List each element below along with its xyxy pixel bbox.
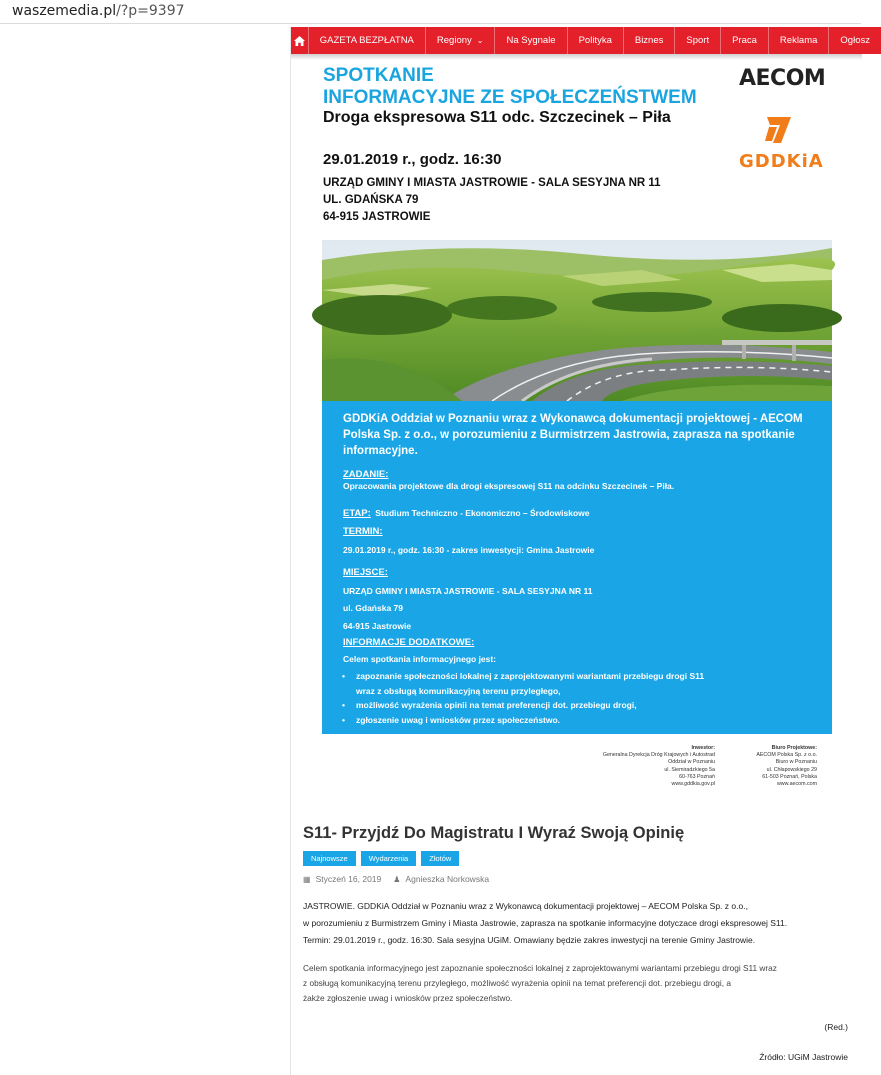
article-body: Celem spotkania informacyjnego jest zapoznanie społeczności lokalnej z zaprojektowanymi wariantami przebiegu drogi S11 wraz z obsługą komunikacyjną terenu przyległego, możliwość wyrażenia opinii na temat preferencji dot. przebiegu drogi, a żakże zgłoszenie uwag i wniosków przez społeczeństwo. — [303, 963, 777, 1003]
home-icon — [294, 36, 305, 46]
page-content — [290, 27, 870, 1075]
main-nav — [291, 27, 881, 54]
investor-info: Inwestor: Generalna Dyrekcja Dróg Krajowych i Autostrad Oddział w Poznaniu ul. Siemiradzkiego 5a 60-763 Poznań www.gddkia.gov.pl — [602, 745, 715, 788]
design-office-info: Biuro Projektowe: AECOM Polska Sp. z o.o. Biuro w Poznaniu ul. Chłapowskiego 29 61-503 Poznań, Polska www.aecom.com — [756, 745, 817, 788]
nav-item-polityka[interactable]: Polityka — [567, 27, 623, 54]
label-miejsce: MIEJSCE: — [343, 567, 388, 578]
label-termin: TERMIN: — [343, 526, 383, 537]
article-author[interactable]: Agnieszka Norkowska — [405, 874, 490, 884]
article-tags — [303, 851, 459, 866]
nav-item-sport[interactable]: Sport — [674, 27, 720, 54]
article-title: S11- Przyjdź Do Magistratu I Wyraź Swoją Opinię — [303, 824, 685, 842]
highway-photo — [322, 240, 832, 401]
poster-title: SPOTKANIE INFORMACYJNE ZE SPOŁECZEŃSTWEM — [323, 65, 697, 108]
article-source: Źródło: UGiM Jastrowie — [759, 1052, 848, 1062]
info-box — [322, 401, 832, 734]
etap-row — [343, 503, 590, 521]
aecom-logo: AECOM — [739, 66, 826, 91]
nav-item-praca[interactable]: Praca — [720, 27, 768, 54]
info-intro: GDDKiA Oddział w Poznaniu wraz z Wykonawcą dokumentacji projektowej - AECOM Polska Sp. z o.o., w porozumieniu z Burmistrzem Jastrowia, zaprasza na spotkanie informacyjne. — [343, 413, 803, 457]
user-icon: ♟ — [393, 874, 401, 884]
nav-home[interactable] — [291, 27, 308, 54]
chevron-down-icon: ⌄ — [476, 36, 484, 45]
label-etap: ETAP: — [343, 508, 371, 519]
tag-wydarzenia[interactable]: Wydarzenia — [361, 851, 417, 866]
info-bullets — [356, 669, 704, 727]
article-signature: (Red.) — [824, 1022, 848, 1032]
tag-najnowsze[interactable]: Najnowsze — [303, 851, 356, 866]
tag-zlotow[interactable]: Złotów — [421, 851, 459, 866]
text-miejsce-1: URZĄD GMINY I MIASTA JASTROWIE - SALA SESYJNA NR 11 — [343, 586, 593, 596]
poster-date: 29.01.2019 r., godz. 16:30 — [323, 151, 502, 168]
text-miejsce-2: ul. Gdańska 79 — [343, 603, 403, 613]
nav-item-biznes[interactable]: Biznes — [623, 27, 675, 54]
list-item: • możliwość wyrażenia opinii na temat preferencji dot. przebiegu drogi, — [356, 698, 704, 713]
gddkia-logo-icon — [761, 113, 795, 147]
calendar-icon: ▦ — [303, 874, 311, 884]
list-item: • zgłoszenie uwag i wniosków przez społeczeństwo. — [356, 713, 704, 728]
gddkia-logo: GDDKiA — [739, 151, 824, 172]
nav-item-regiony[interactable]: Regiony ⌄ — [425, 27, 495, 54]
poster-address: URZĄD GMINY I MIASTA JASTROWIE - SALA SESYJNA NR 11 UL. GDAŃSKA 79 64-915 JASTROWIE — [323, 177, 661, 223]
text-info-intro: Celem spotkania informacyjnego jest: — [343, 654, 497, 664]
text-etap: Studium Techniczno - Ekonomiczno – Środowiskowe — [375, 508, 590, 518]
text-zadanie: Opracowania projektowe dla drogi ekspresowej S11 na odcinku Szczecinek – Piła. — [343, 481, 675, 491]
address-bar-url[interactable]: waszemedia.pl/?p=9397 — [12, 3, 185, 19]
label-zadanie: ZADANIE: — [343, 469, 389, 480]
text-termin: 29.01.2019 r., godz. 16:30 - zakres inwestycji: Gmina Jastrowie — [343, 545, 595, 555]
nav-item-na-sygnale[interactable]: Na Sygnale — [494, 27, 566, 54]
article-lead: JASTROWIE. GDDKiA Oddział w Poznaniu wraz z Wykonawcą dokumentacji projektowej – AECOM Polska Sp. z o.o., w porozumieniu z Burmistrzem Gminy i Miasta Jastrowie, zaprasza na spotkanie informacyjne dotyczace drogi ekspresowej S11. Termin: 29.01.2019 r., godz. 16:30. Sala sesyjna UGiM. Omawiany będzie zakres inwestycji na terenie Gminy Jastrowie. — [303, 901, 788, 945]
list-item: • zapoznanie społeczności lokalnej z zaprojektowanymi wariantami przebiegu drogi S11 wraz z obsługą komunikacyjną terenu przyległego, — [356, 669, 704, 698]
nav-item-ogloszenia[interactable]: Ogłosz — [828, 27, 881, 54]
text-miejsce-3: 64-915 Jastrowie — [343, 621, 412, 631]
nav-shadow — [291, 54, 862, 60]
address-bar[interactable] — [0, 0, 861, 24]
article-date[interactable]: Styczeń 16, 2019 — [315, 874, 382, 884]
poster-image — [313, 61, 841, 801]
label-info: INFORMACJE DODATKOWE: — [343, 637, 475, 648]
nav-item-gazeta[interactable]: GAZETA BEZPŁATNA — [308, 27, 425, 54]
nav-item-reklama[interactable]: Reklama — [768, 27, 829, 54]
poster-subtitle: Droga ekspresowa S11 odc. Szczecinek – Piła — [323, 109, 671, 126]
article-meta — [303, 874, 489, 884]
